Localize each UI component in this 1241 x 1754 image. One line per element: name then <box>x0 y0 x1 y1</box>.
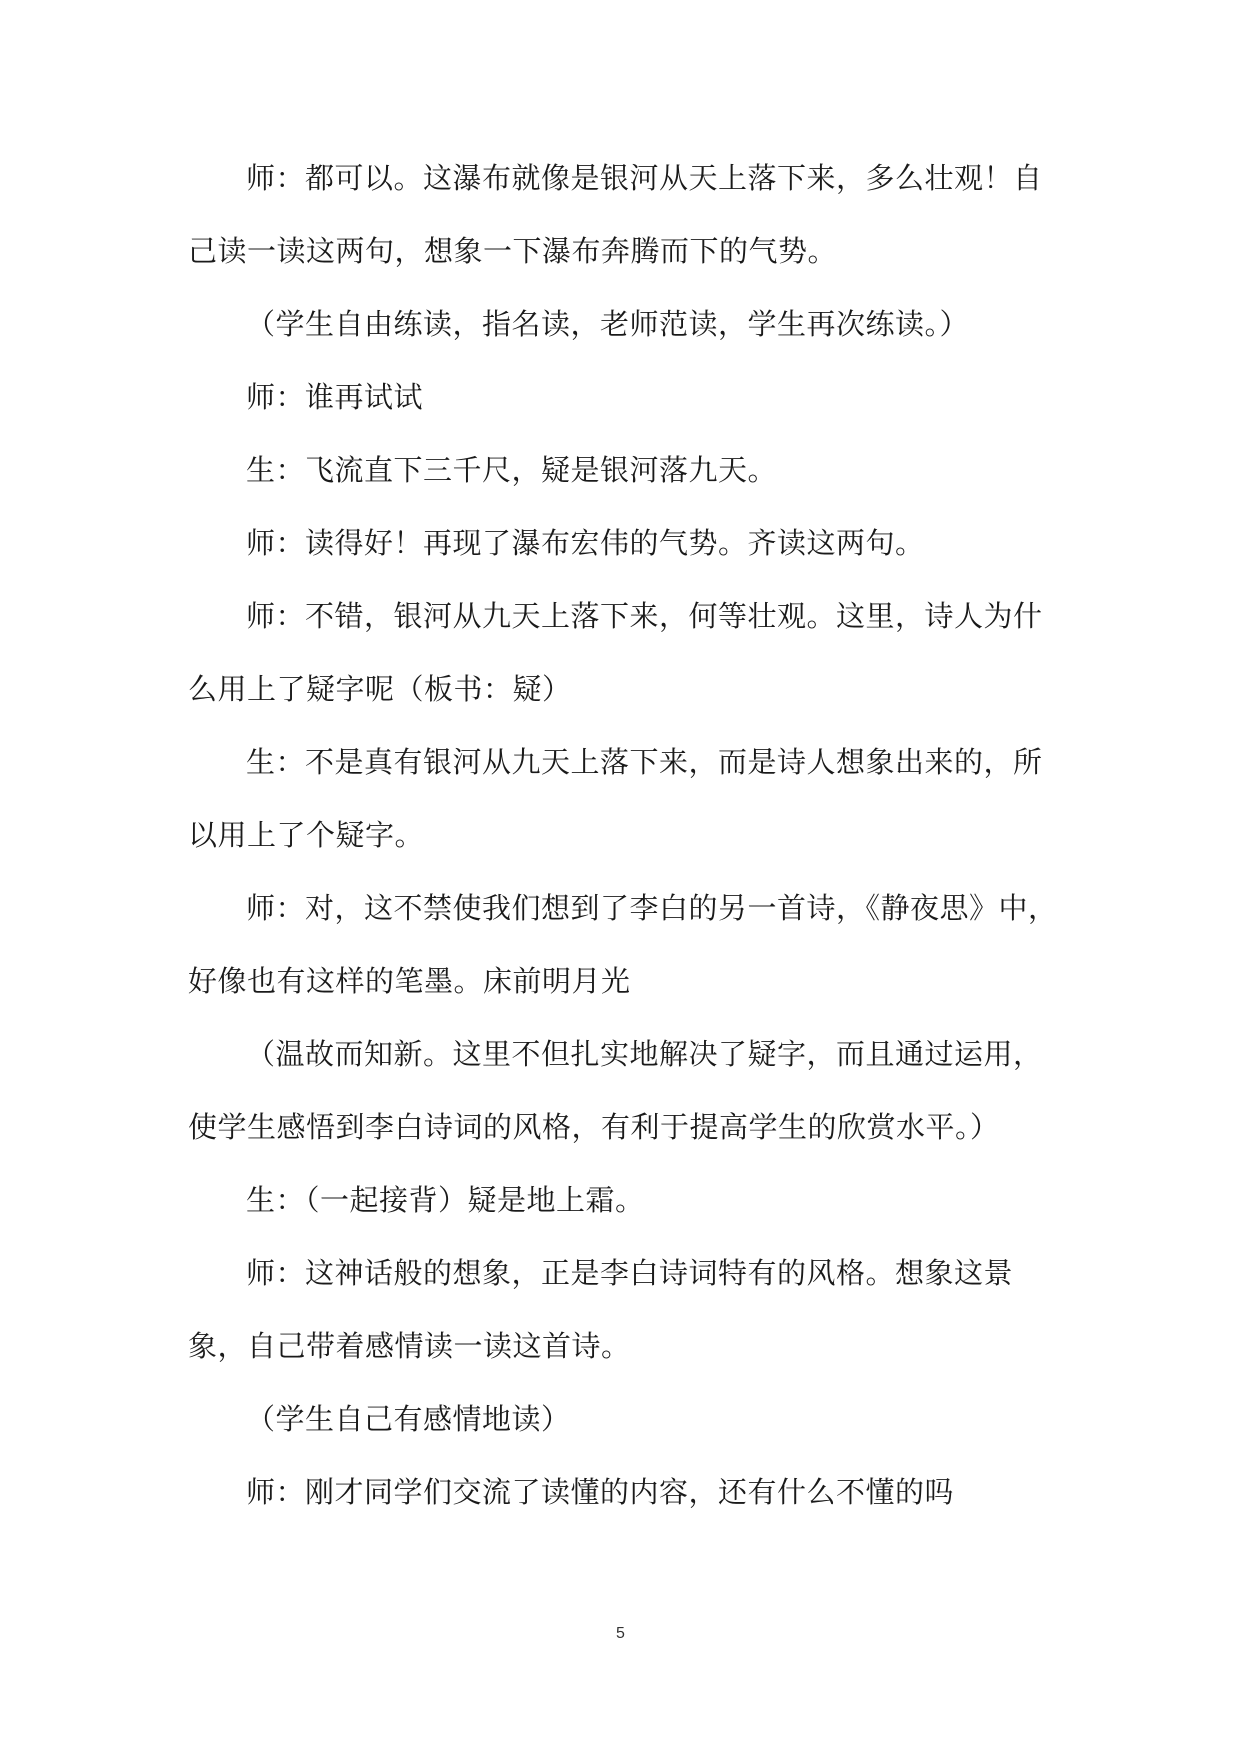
document-body <box>188 142 1058 1529</box>
paragraph: 生：飞流直下三千尺，疑是银河落九天。 <box>246 453 778 487</box>
page-number: 5 <box>616 1625 625 1642</box>
paragraph: 生：不是真有银河从九天上落下来，而是诗人想象出来的，所以用上了个疑字。 <box>188 745 1043 852</box>
paragraph: 生：（一起接背）疑是地上霜。 <box>246 1183 645 1217</box>
paragraph: 师：读得好！再现了瀑布宏伟的气势。齐读这两句。 <box>246 526 925 560</box>
paragraph: 师：对，这不禁使我们想到了李白的另一首诗，《静夜思》中，好像也有这样的笔墨。床前明月光 <box>188 891 1058 998</box>
paragraph: （学生自由练读，指名读，老师范读，学生再次练读。） <box>246 307 970 341</box>
paragraph: 师：刚才同学们交流了读懂的内容，还有什么不懂的吗 <box>246 1475 955 1509</box>
paragraph: 师：都可以。这瀑布就像是银河从天上落下来，多么壮观！自己读一读这两句，想象一下瀑布奔腾而下的气势。 <box>188 161 1043 268</box>
paragraph: 师：谁再试试 <box>246 380 424 414</box>
paragraph: 师：这神话般的想象，正是李白诗词特有的风格。想象这景象，自己带着感情读一读这首诗。 <box>188 1256 1014 1363</box>
paragraph: （学生自己有感情地读） <box>246 1402 571 1436</box>
paragraph: 师：不错，银河从九天上落下来，何等壮观。这里，诗人为什么用上了疑字呢（板书：疑） <box>188 599 1043 706</box>
paragraph: （温故而知新。这里不但扎实地解决了疑字，而且通过运用，使学生感悟到李白诗词的风格，有利于提高学生的欣赏水平。） <box>188 1037 1043 1144</box>
